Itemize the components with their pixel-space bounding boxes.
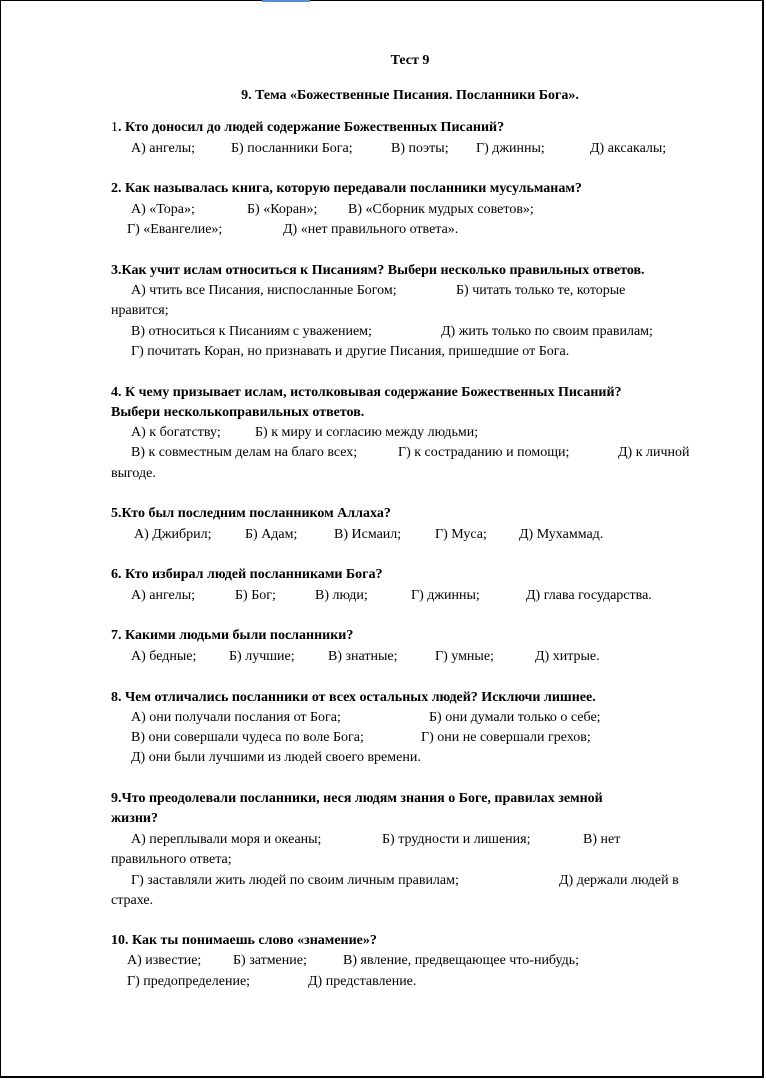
q2-option-c: В) «Сборник мудрых советов»; xyxy=(348,202,534,217)
top-accent-mark xyxy=(262,0,310,2)
q5-option-b: Б) Адам; xyxy=(245,527,298,542)
q4-option-d: Г) к состраданию и помощи; xyxy=(398,445,570,460)
test-title: Тест 9 xyxy=(390,53,430,68)
q10-option-b: Б) затмение; xyxy=(233,953,307,968)
question-2-text: 2. Как называлась книга, которую передавали посланники мусульманам? xyxy=(111,181,582,196)
q8-option-b: Б) они думали только о себе; xyxy=(429,710,601,725)
q8-option-c: В) они совершали чудеса по воле Бога; xyxy=(131,730,364,745)
q2-option-e: Д) «нет правильного ответа». xyxy=(283,222,459,237)
q9-option-d: Г) заставляли жить людей по своим личным правилам; xyxy=(131,873,459,888)
q2-option-d: Г) «Евангелие»; xyxy=(127,222,223,237)
q6-option-d: Г) джинны; xyxy=(411,588,480,603)
q7-option-b: Б) лучшие; xyxy=(229,649,295,664)
q4-option-b: Б) к миру и согласию между людьми; xyxy=(255,425,479,440)
q5-option-c: В) Исмаил; xyxy=(334,527,402,542)
q6-option-a: А) ангелы; xyxy=(131,588,196,603)
q3-option-a: А) чтить все Писания, ниспосланные Богом; xyxy=(131,283,397,298)
q2-option-b: Б) «Коран»; xyxy=(247,202,318,217)
q10-option-d: Г) предопределение; xyxy=(127,974,251,989)
q4-option-e: Д) к личной xyxy=(618,445,690,460)
q2-option-a: А) «Тора»; xyxy=(131,202,195,217)
question-9-text-cont: жизни? xyxy=(111,811,158,826)
q5-option-d: Г) Муса; xyxy=(435,527,487,542)
question-6-text: 6. Кто избирал людей посланниками Бога? xyxy=(111,567,383,582)
q8-option-a: А) они получали послания от Бога; xyxy=(131,710,341,725)
q4-option-e-cont: выгоде. xyxy=(111,466,156,481)
question-1-number: 1 xyxy=(111,120,118,135)
q8-option-e: Д) они были лучшими из людей своего времени. xyxy=(131,750,421,765)
q3-option-c: В) относиться к Писаниям с уважением; xyxy=(131,324,372,339)
q1-option-c: В) поэты; xyxy=(391,141,449,156)
q9-option-b: Б) трудности и лишения; xyxy=(382,832,531,847)
q4-option-c: В) к совместным делам на благо всех; xyxy=(131,445,358,460)
q7-option-c: В) знатные; xyxy=(328,649,398,664)
question-4-text: 4. К чему призывает ислам, истолковывая содержание Божественных Писаний? xyxy=(111,385,622,400)
q6-option-c: В) люди; xyxy=(315,588,368,603)
q9-option-e: Д) держали людей в xyxy=(559,873,679,888)
q3-option-b: Б) читать только те, которые xyxy=(456,283,626,298)
q9-option-a: А) переплывали моря и океаны; xyxy=(131,832,322,847)
q9-option-e-cont: страхе. xyxy=(111,893,154,908)
q1-option-b: Б) посланники Бога; xyxy=(231,141,353,156)
q1-option-a: А) ангелы; xyxy=(131,141,196,156)
q10-option-a: А) известие; xyxy=(127,953,202,968)
q5-option-a: А) Джибрил; xyxy=(134,527,212,542)
question-4-text-cont: Выбери несколькоправильных ответов. xyxy=(111,405,365,420)
q8-option-d: Г) они не совершали грехов; xyxy=(421,730,591,745)
question-1-text: . Кто доносил до людей содержание Божественных Писаний? xyxy=(118,120,505,135)
q6-option-e: Д) глава государства. xyxy=(526,588,652,603)
q9-option-c-cont: правильного ответа; xyxy=(111,852,232,867)
topic-title: 9. Тема «Божественные Писания. Посланники Бога». xyxy=(241,88,579,103)
q5-option-e: Д) Мухаммад. xyxy=(519,527,604,542)
question-1 xyxy=(111,120,504,136)
question-9-text: 9.Что преодолевали посланники, неся людям знания о Боге, правилах земной xyxy=(111,791,603,806)
q4-option-a: А) к богатству; xyxy=(131,425,221,440)
question-10-text: 10. Как ты понимаешь слово «знамение»? xyxy=(111,933,377,948)
question-5-text: 5.Кто был последним посланником Аллаха? xyxy=(111,506,391,521)
q3-option-b-cont: нравится; xyxy=(111,303,169,318)
question-8-text: 8. Чем отличались посланники от всех остальных людей? Исключи лишнее. xyxy=(111,690,596,705)
q9-option-c: В) нет xyxy=(583,832,621,847)
q6-option-b: Б) Бог; xyxy=(235,588,276,603)
q7-option-a: А) бедные; xyxy=(131,649,197,664)
question-7-text: 7. Какими людьми были посланники? xyxy=(111,628,354,643)
q7-option-d: Г) умные; xyxy=(435,649,494,664)
q10-option-e: Д) представление. xyxy=(308,974,417,989)
q7-option-e: Д) хитрые. xyxy=(535,649,600,664)
top-border xyxy=(0,0,764,1)
q3-option-e: Д) жить только по своим правилам; xyxy=(441,324,653,339)
question-3-text: 3.Как учит ислам относиться к Писаниям? Выбери несколько правильных ответов. xyxy=(111,263,645,278)
q1-option-d: Г) джинны; xyxy=(476,141,545,156)
q3-option-d: Г) почитать Коран, но признавать и другие Писания, пришедшие от Бога. xyxy=(131,344,570,359)
q1-option-e: Д) аксакалы; xyxy=(590,141,667,156)
q10-option-c: В) явление, предвещающее что-нибудь; xyxy=(343,953,580,968)
